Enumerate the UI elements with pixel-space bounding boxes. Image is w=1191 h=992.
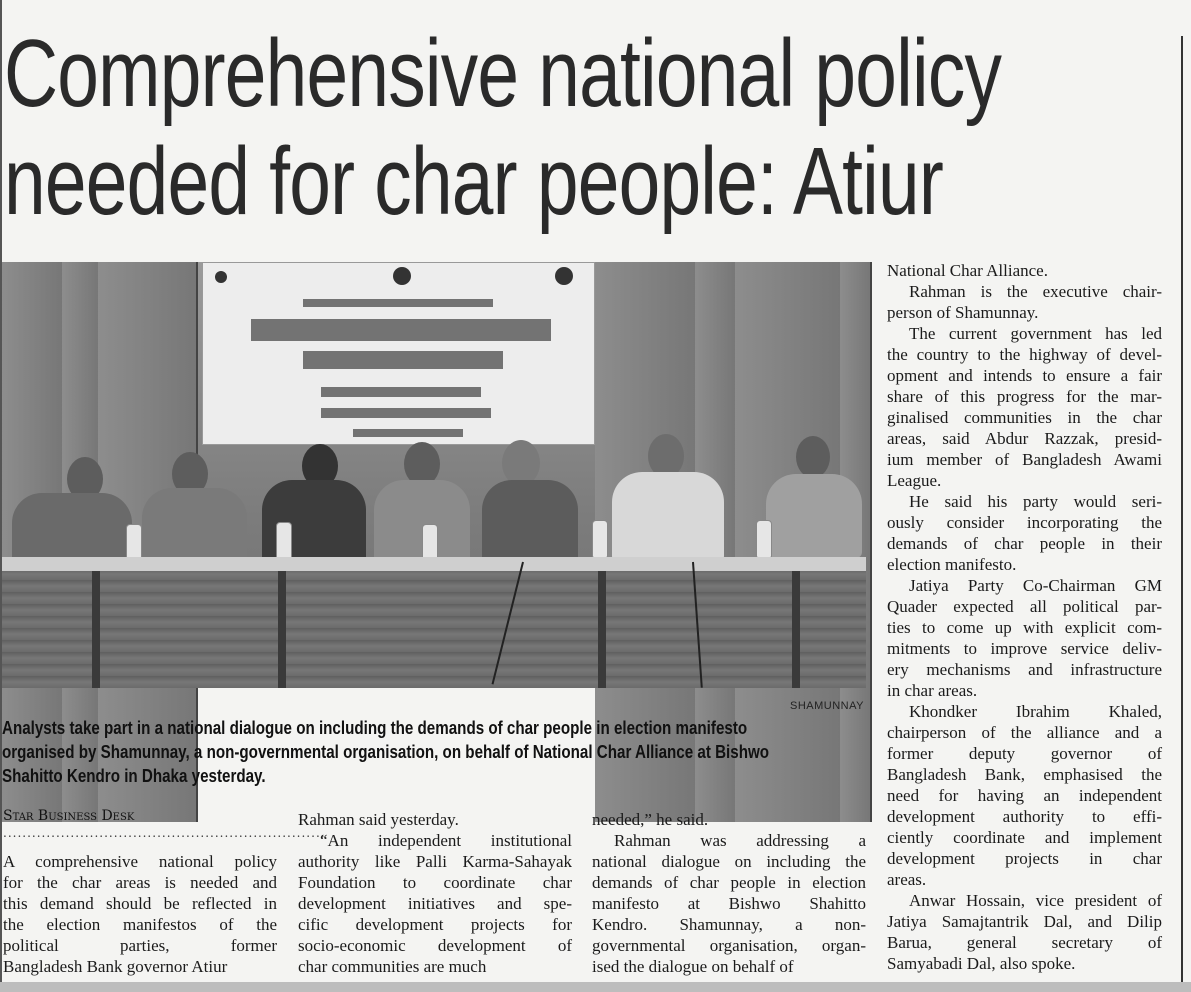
body-text-line: “An independent institutional [320,831,572,850]
headline [4,20,1002,236]
body-column-4 [887,260,1162,974]
body-text-line: National Char Alliance. [887,261,1048,280]
body-text-line: needed,” he said. [592,810,709,829]
body-text-line: Rahman was addressing a [614,831,866,850]
body-text-line: Quader expected all political par- [887,597,1162,616]
body-column-3 [592,809,866,977]
body-text-line: demands of char people in election [592,873,866,892]
body-text-line: Khondker Ibrahim Khaled, [909,702,1162,721]
body-text-line: in char areas. [887,681,978,700]
body-text-line: former deputy governor of [887,744,1162,763]
byline-dotted-rule: ................................................................... [3,826,326,840]
page-bottom-strip [0,982,1191,992]
body-text-line: development authority to effi- [887,807,1162,826]
body-text-line: mitments to improve service deliv- [887,639,1162,658]
body-text-line: Jatiya Party Co-Chairman GM [909,576,1162,595]
body-text-line: development initiatives and spe- [298,894,572,913]
body-text-line: Jatiya Samajtantrik Dal, and Dilip [887,912,1162,931]
body-text-line: governmental organisation, organ- [592,936,866,955]
caption-line-2: organised by Shamunnay, a non-governmental organisation, on behalf of National Char Alliance at Bishwo [2,741,770,762]
body-text-line: chairperson of the alliance and a [887,723,1162,742]
body-text-line: ciently coordinate and implement [887,828,1162,847]
body-text-line: Rahman said yesterday. [298,810,459,829]
body-text-line: ery mechanisms and infrastructure [887,660,1162,679]
body-text-line: ised the dialogue on behalf of [592,957,794,976]
body-text-line: Samyabadi Dal, also spoke. [887,954,1076,973]
body-text-line: need for having an independent [887,786,1162,805]
body-text-line: authority like Palli Karma-Sahayak [298,852,572,871]
body-text-line: share of this progress for the mar- [887,387,1162,406]
body-text-line: A comprehensive national policy [3,852,277,871]
headline-line-1: Comprehensive national policy [4,20,1002,127]
body-text-line: demands of char people in their [887,534,1162,553]
body-text-line: areas, said Abdur Razzak, presid- [887,429,1162,448]
body-text-line: Rahman is the executive chair- [909,282,1162,301]
event-photo [2,262,866,688]
body-text-line: manifesto at Bishwo Shahitto [592,894,866,913]
body-text-line: The current government has led [909,324,1162,343]
body-text-line: this demand should be reflected in [3,894,277,913]
body-text-line: ginalised communities in the char [887,408,1162,427]
dialogue-banner [202,262,595,445]
body-text-line: ium member of Bangladesh Awami [887,450,1162,469]
body-text-line: Kendro. Shamunnay, a non- [592,915,866,934]
body-text-line: for the char areas is needed and [3,873,277,892]
caption-line-3: Shahitto Kendro in Dhaka yesterday. [2,765,266,786]
body-text-line: the election manifestos of the [3,915,277,934]
body-text-line: national dialogue on including the [592,852,866,871]
body-text-line: Barua, general secretary of [887,933,1162,952]
body-column-2 [298,809,572,977]
page-right-rule [1181,36,1183,986]
body-text-line: election manifesto. [887,555,1017,574]
body-text-line: development projects in char [887,849,1162,868]
body-text-line: ously consider incorporating the [887,513,1162,532]
body-text-line: League. [887,471,942,490]
byline: Star Business Desk [3,808,135,824]
photo-credit: SHAMUNNAY [790,700,864,712]
body-text-line: Bangladesh Bank governor Atiur [3,957,228,976]
caption-line-1: Analysts take part in a national dialogue on including the demands of char people in election manifesto [2,717,748,738]
body-column-1 [3,851,277,977]
body-text-line: char communities are much [298,957,487,976]
body-text-line: Bangladesh Bank, emphasised the [887,765,1162,784]
body-text-line: person of Shamunnay. [887,303,1039,322]
body-text-line: the country to the highway of devel- [887,345,1162,364]
body-text-line: ties to come up with explicit com- [887,618,1162,637]
body-text-line: Foundation to coordinate char [298,873,572,892]
body-text-line: cific development projects for [298,915,572,934]
body-text-line: Anwar Hossain, vice president of [909,891,1162,910]
body-text-line: areas. [887,870,927,889]
body-text-line: opment and intends to ensure a fair [887,366,1162,385]
photo-caption [2,716,961,788]
body-text-line: He said his party would seri- [909,492,1162,511]
headline-line-2: needed for char people: Atiur [4,128,944,235]
body-text-line: socio-economic development of [298,936,572,955]
body-text-line: political parties, former [3,936,277,955]
